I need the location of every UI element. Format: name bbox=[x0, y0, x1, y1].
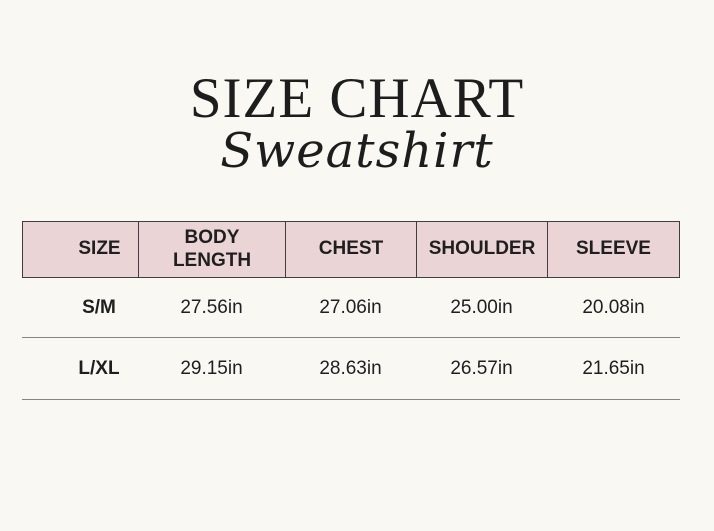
chest-value-cell: 27.06in bbox=[319, 296, 382, 318]
body-length-value-cell: 27.56in bbox=[180, 296, 243, 318]
size-chart-table bbox=[22, 221, 680, 400]
header-label-sleeve: SLEEVE bbox=[576, 238, 651, 260]
header-cell-sleeve bbox=[548, 222, 679, 277]
shoulder-value-cell: 25.00in bbox=[450, 296, 513, 318]
header-label-size: SIZE bbox=[78, 238, 121, 260]
table-row-sm bbox=[22, 278, 680, 338]
body-length-value-cell: 29.15in bbox=[180, 357, 243, 379]
shoulder-value-cell: 26.57in bbox=[450, 357, 513, 379]
header-cell-chest bbox=[286, 222, 417, 277]
sleeve-value-cell: 21.65in bbox=[582, 357, 645, 379]
table-header-row bbox=[22, 221, 680, 278]
page-title: SIZE CHART bbox=[189, 67, 525, 130]
title-block bbox=[0, 67, 714, 180]
header-label-shoulder: SHOULDER bbox=[428, 238, 536, 260]
size-label-cell: S/M bbox=[82, 296, 116, 318]
chest-value-cell: 28.63in bbox=[319, 357, 382, 379]
header-cell-body-length bbox=[139, 222, 286, 277]
sleeve-value-cell: 20.08in bbox=[582, 296, 645, 318]
size-label-cell: L/XL bbox=[78, 357, 120, 379]
header-cell-size bbox=[23, 222, 139, 277]
page-subtitle: Sweatshirt bbox=[220, 123, 494, 179]
header-label-body-length: BODY LENGTH bbox=[172, 226, 252, 271]
header-cell-shoulder bbox=[417, 222, 548, 277]
table-row-lxl bbox=[22, 338, 680, 400]
header-label-chest: CHEST bbox=[318, 238, 384, 260]
